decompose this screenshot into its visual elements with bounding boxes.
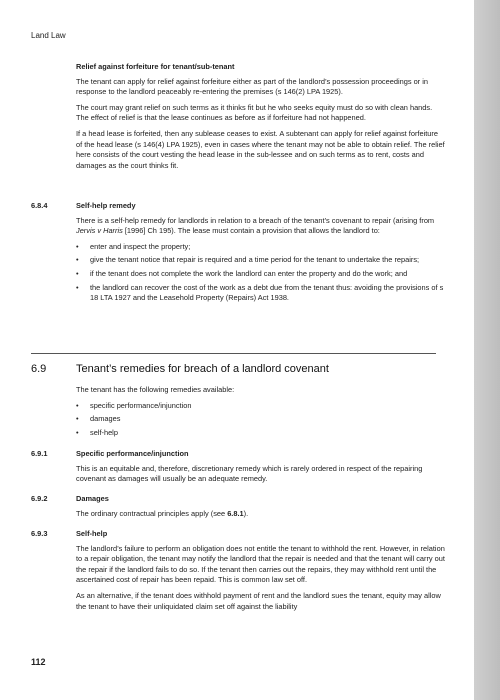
section-number-6-8-4: 6.8.4 <box>31 201 48 210</box>
cross-reference: 6.8.1 <box>227 508 244 518</box>
relief-paragraph-1: The tenant can apply for relief against forfeiture either as part of the landlord’s possession proceedings or in response to the landlord peaceably re-entering the premises (s 146(2) LPA 1925). <box>76 76 428 97</box>
relief-heading: Relief against forfeiture for tenant/sub-tenant <box>76 62 235 71</box>
list-item: • enter and inspect the property; <box>76 242 446 253</box>
section-number-6-9: 6.9 <box>31 363 47 375</box>
section-6-9-intro: The tenant has the following remedies available: <box>76 385 235 394</box>
section-6-9-3 <box>76 529 446 617</box>
section-6-9-1-heading: Specific performance/injunction <box>76 449 189 458</box>
list-item: • damages <box>76 414 446 425</box>
running-head: Land Law <box>31 31 66 40</box>
section-6-9-2-heading: Damages <box>76 494 109 503</box>
section-6-9-3-paragraph-1: The landlord’s failure to perform an obligation does not entitle the tenant to withhold the rent. However, in relation to a repair obligation, the tenant may notify the landlord that the repair is needed and that the tenant will carry out the repair if the landlord fails to do so. If the tenant then carries out the repairs, they may withhold rent until the ascertained cost of repair has been repaid. This is common law set off. <box>76 543 445 585</box>
relief-paragraph-3: If a head lease is forfeited, then any sublease ceases to exist. A subtenant can apply for relief against forfeiture of the head lease (s 146(4) LPA 1925), even in cases where the tenant may not be able to obtain relief. The relief here consists of the court vesting the head lease in the sub-lessee and on such terms as to rent, costs and damages as the court thinks fit. <box>76 128 445 170</box>
list-item: • specific performance/injunction <box>76 401 446 412</box>
section-6-8-4-heading: Self-help remedy <box>76 201 136 210</box>
landlord-provisions-list <box>76 242 446 304</box>
section-6-9-3-heading: Self-help <box>76 529 108 538</box>
section-6-8-4 <box>76 201 446 309</box>
section-number-6-9-1: 6.9.1 <box>31 449 48 458</box>
damages-text-b: ). <box>243 508 249 518</box>
section-number-6-9-3: 6.9.3 <box>31 529 48 538</box>
list-item: • self-help <box>76 428 446 439</box>
tenant-remedies-list <box>76 401 446 439</box>
section-6-9-2 <box>76 494 446 524</box>
section-divider <box>31 353 436 354</box>
section-6-8-4-intro <box>76 216 446 237</box>
list-item: • if the tenant does not complete the work the landlord can enter the property and do the work; and <box>76 269 446 280</box>
list-item: • the landlord can recover the cost of the work as a debt due from the tenant thus: avoiding the provisions of s 18 LTA 1927 and the Leasehold Property (Repairs) Act 1938. <box>76 283 446 304</box>
section-6-9-title: Tenant’s remedies for breach of a landlord covenant <box>76 363 329 375</box>
intro-text-b: [1996] Ch 195). The lease must contain a provision that allows the landlord to: <box>122 226 380 236</box>
section-6-9-2-text <box>76 509 446 520</box>
relief-paragraph-2: The court may grant relief on such terms as it thinks fit but he who seeks equity must do so with clean hands. The effect of relief is that the lease continues as before as if forfeiture had not happened. <box>76 102 433 123</box>
section-6-9-1 <box>76 449 446 490</box>
section-6-9-3-paragraph-2: As an alternative, if the tenant does withhold payment of rent and the landlord sues the tenant, equity may allow the tenant to have their unliquidated claim set off against the liability <box>76 590 441 611</box>
case-name: Jervis v Harris <box>76 226 123 236</box>
section-number-6-9-2: 6.9.2 <box>31 494 48 503</box>
damages-text-a: The ordinary contractual principles apply (see <box>76 508 228 518</box>
section-6-9-1-text: This is an equitable and, therefore, discretionary remedy which is rarely ordered in respect of the repairing covenant as damages will usually be an adequate remedy. <box>76 463 423 484</box>
section-6-9-body <box>76 385 446 443</box>
relief-section <box>76 62 446 176</box>
page-edge-strip <box>474 0 500 700</box>
list-item: • give the tenant notice that repair is required and a time period for the tenant to undertake the repairs; <box>76 255 446 266</box>
page-number: 112 <box>31 657 46 667</box>
intro-text-a: There is a self-help remedy for landlords in relation to a breach of the tenant’s covenant to repair (arising from <box>76 215 435 225</box>
